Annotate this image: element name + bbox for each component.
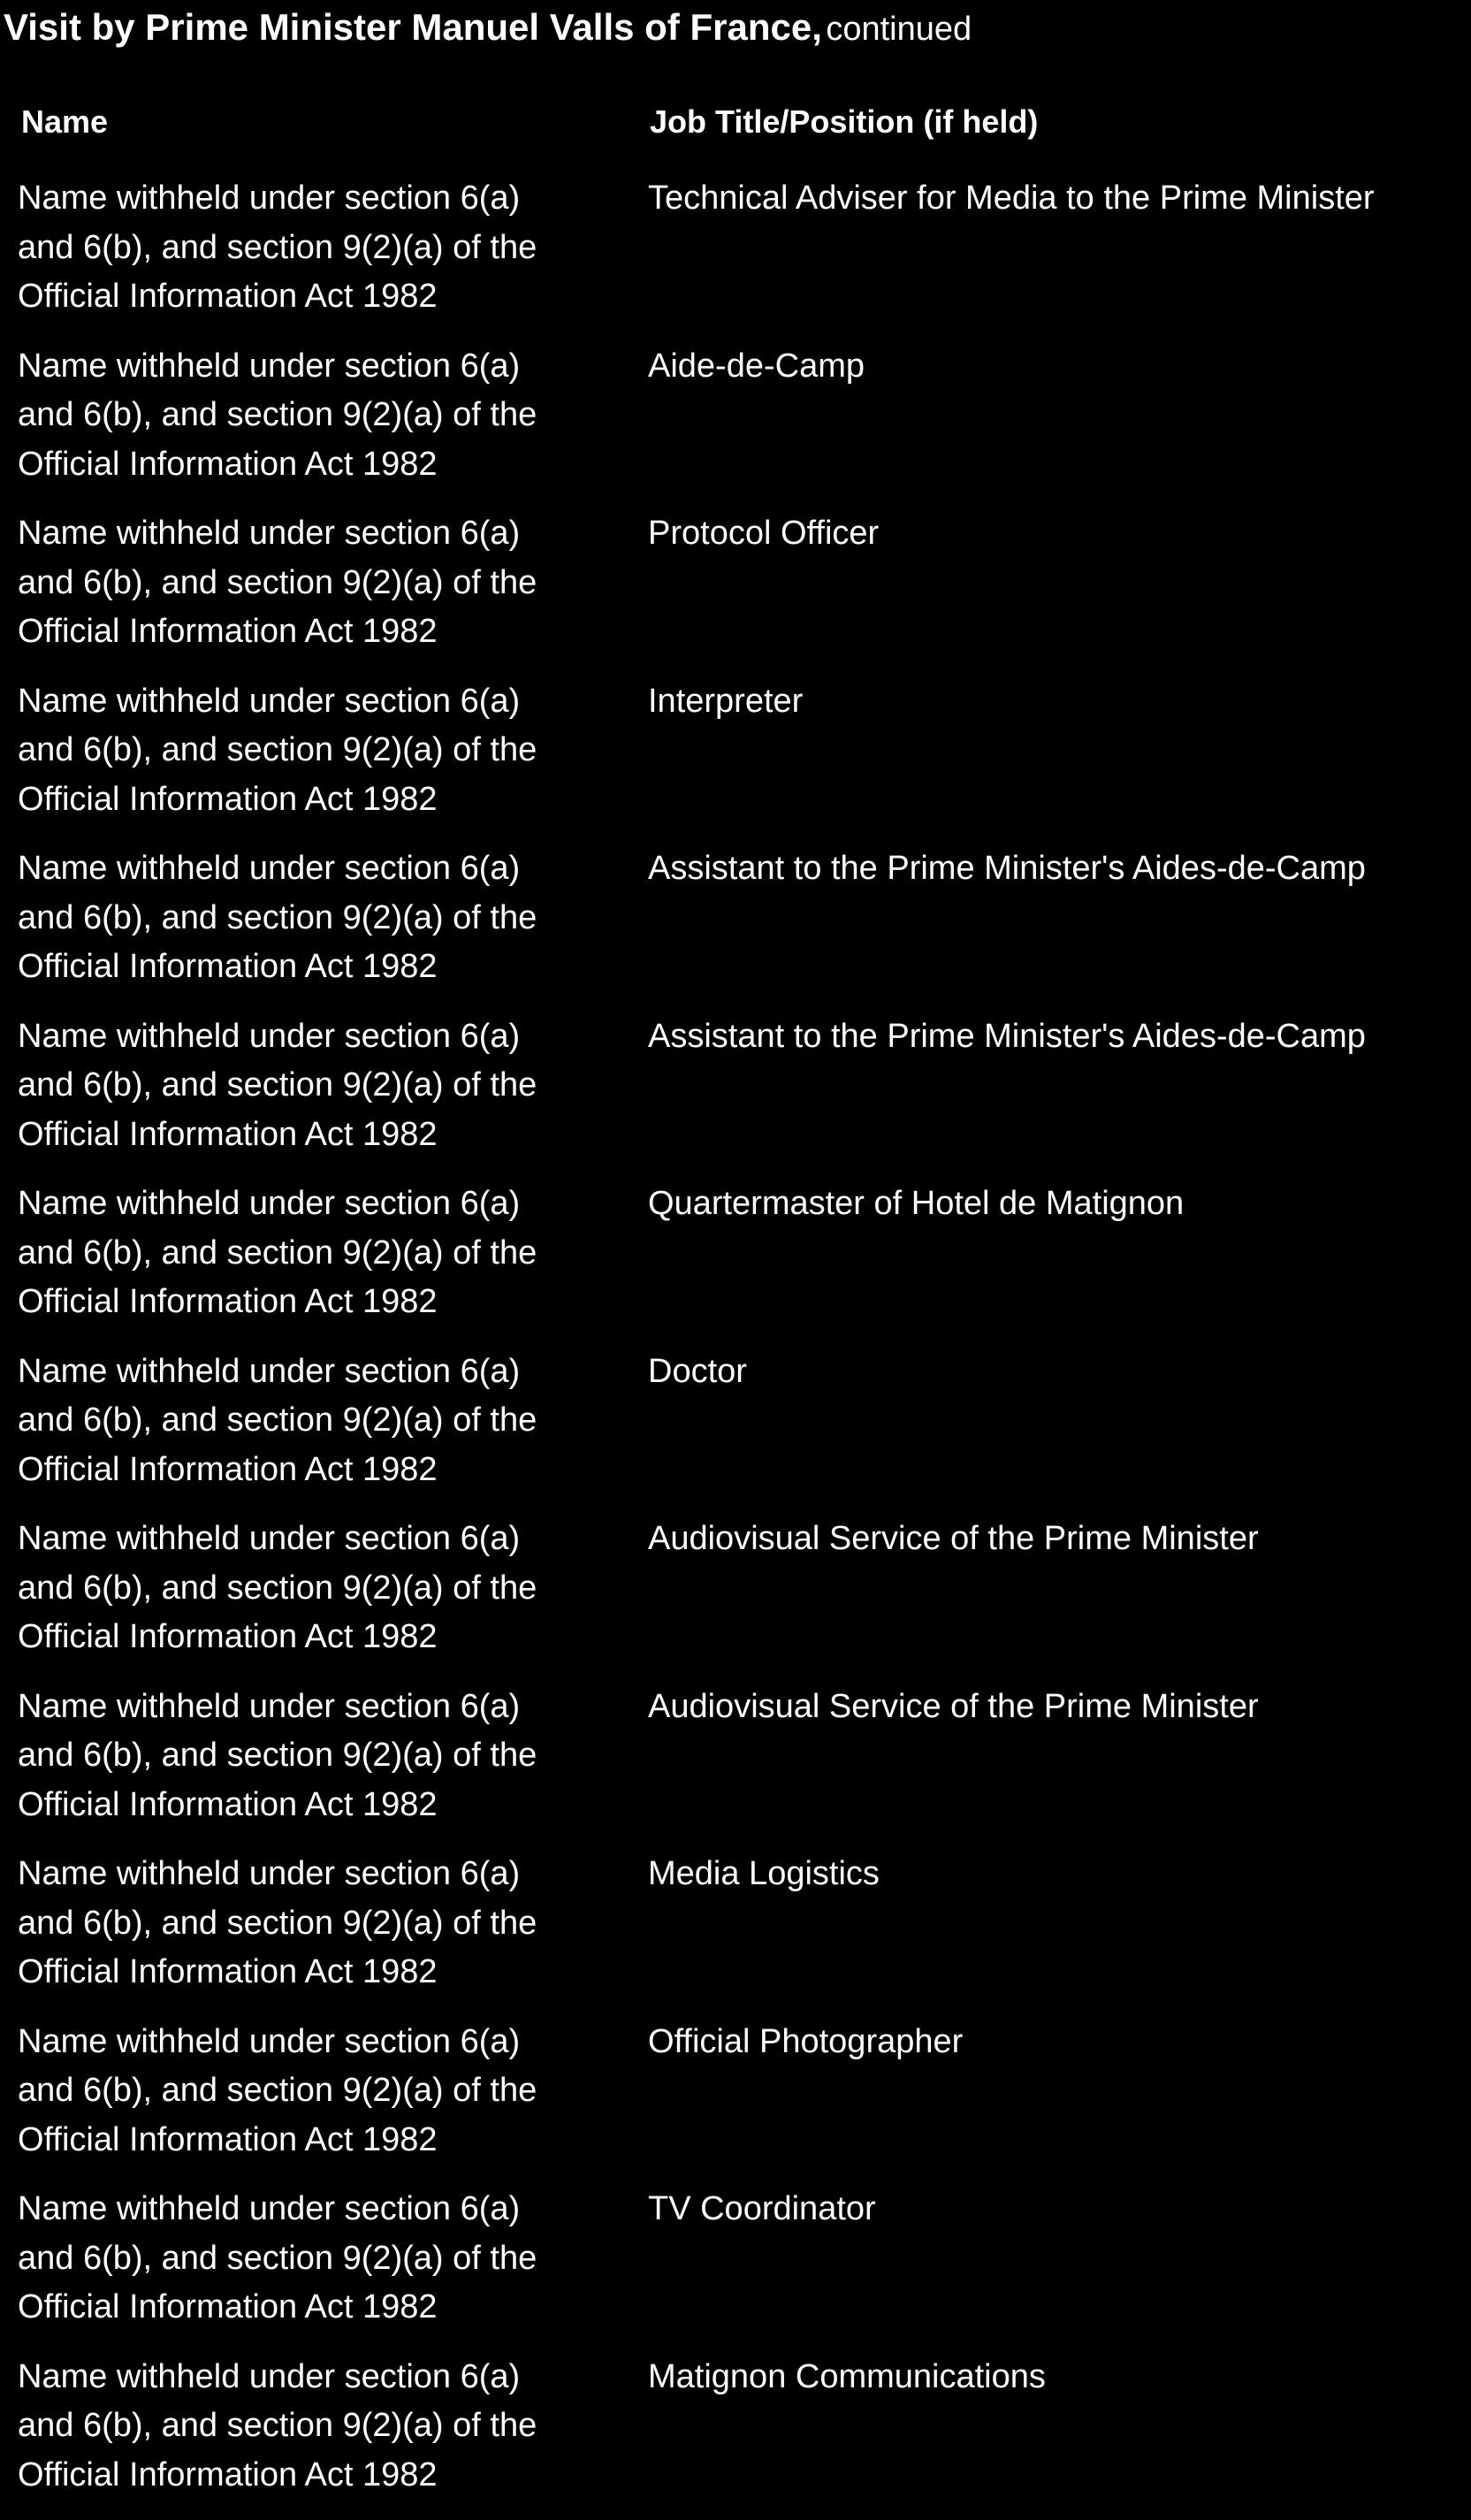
table-row (0, 1180, 1471, 1348)
job-title-cell: Quartermaster of Hotel de Matignon (648, 1180, 1470, 1229)
name-line: Official Information Act 1982 (18, 272, 628, 322)
column-header-job-title: Job Title/Position (if held) (650, 97, 1038, 147)
name-cell (18, 1180, 628, 1327)
name-cell (18, 1683, 628, 1830)
name-line: Official Information Act 1982 (18, 775, 628, 825)
job-title-cell: Protocol Officer (648, 509, 1470, 559)
name-cell (18, 509, 628, 657)
name-line: Official Information Act 1982 (18, 1446, 628, 1495)
name-line: Name withheld under section 6(a) (18, 1683, 628, 1732)
name-line: Official Information Act 1982 (18, 943, 628, 992)
name-line: Official Information Act 1982 (18, 1613, 628, 1662)
page-title (4, 2, 972, 62)
name-line: Name withheld under section 6(a) (18, 1515, 628, 1564)
name-line: Official Information Act 1982 (18, 2283, 628, 2333)
name-cell (18, 1348, 628, 1495)
table-row (0, 509, 1471, 677)
name-line: Official Information Act 1982 (18, 1948, 628, 1997)
name-line: and 6(b), and section 9(2)(a) of the (18, 1229, 628, 1279)
name-line: Name withheld under section 6(a) (18, 1850, 628, 1899)
job-title-cell: Assistant to the Prime Minister's Aides-de-Camp (648, 844, 1470, 894)
name-line: Name withheld under section 6(a) (18, 2353, 628, 2402)
name-line: and 6(b), and section 9(2)(a) of the (18, 2234, 628, 2284)
name-line: Official Information Act 1982 (18, 1781, 628, 1830)
column-header-name: Name (21, 97, 108, 147)
name-line: Name withheld under section 6(a) (18, 1348, 628, 1397)
name-cell (18, 342, 628, 490)
name-cell (18, 844, 628, 992)
name-line: Official Information Act 1982 (18, 1111, 628, 1160)
table-row (0, 1012, 1471, 1180)
name-cell (18, 2185, 628, 2333)
name-line: Name withheld under section 6(a) (18, 509, 628, 559)
table-row (0, 342, 1471, 510)
name-line: Name withheld under section 6(a) (18, 1012, 628, 1062)
name-line: Official Information Act 1982 (18, 440, 628, 490)
name-line: Name withheld under section 6(a) (18, 1180, 628, 1229)
name-line: Name withheld under section 6(a) (18, 2018, 628, 2067)
name-line: and 6(b), and section 9(2)(a) of the (18, 391, 628, 440)
name-line: and 6(b), and section 9(2)(a) of the (18, 2402, 628, 2451)
name-cell (18, 1515, 628, 1662)
table-row (0, 174, 1471, 342)
name-cell (18, 2353, 628, 2501)
job-title-cell: Audiovisual Service of the Prime Minister (648, 1515, 1470, 1564)
job-title-cell: TV Coordinator (648, 2185, 1470, 2234)
name-line: Name withheld under section 6(a) (18, 342, 628, 392)
job-title-cell: Technical Adviser for Media to the Prime Minister (648, 174, 1470, 224)
name-cell (18, 677, 628, 825)
name-line: Name withheld under section 6(a) (18, 2185, 628, 2234)
name-line: and 6(b), and section 9(2)(a) of the (18, 1061, 628, 1111)
name-line: and 6(b), and section 9(2)(a) of the (18, 894, 628, 943)
table-row (0, 677, 1471, 845)
table-row (0, 2353, 1471, 2520)
job-title-cell: Assistant to the Prime Minister's Aides-de-Camp (648, 1012, 1470, 1062)
name-line: Name withheld under section 6(a) (18, 844, 628, 894)
name-line: Name withheld under section 6(a) (18, 174, 628, 224)
name-line: and 6(b), and section 9(2)(a) of the (18, 1731, 628, 1781)
table-row (0, 2185, 1471, 2353)
job-title-cell: Official Photographer (648, 2018, 1470, 2067)
name-line: Official Information Act 1982 (18, 2116, 628, 2165)
name-line: and 6(b), and section 9(2)(a) of the (18, 1564, 628, 1614)
title-continued: continued (826, 11, 972, 48)
name-line: and 6(b), and section 9(2)(a) of the (18, 726, 628, 775)
name-line: and 6(b), and section 9(2)(a) of the (18, 1899, 628, 1949)
name-cell (18, 1012, 628, 1160)
name-line: Official Information Act 1982 (18, 2451, 628, 2501)
name-line: Name withheld under section 6(a) (18, 677, 628, 727)
name-line: Official Information Act 1982 (18, 1278, 628, 1327)
name-cell (18, 1850, 628, 1997)
job-title-cell: Audiovisual Service of the Prime Minister (648, 1683, 1470, 1732)
table-row (0, 1515, 1471, 1683)
name-line: and 6(b), and section 9(2)(a) of the (18, 1396, 628, 1446)
table-row (0, 2018, 1471, 2186)
title-main: Visit by Prime Minister Manuel Valls of France, (4, 6, 822, 48)
name-line: Official Information Act 1982 (18, 607, 628, 657)
job-title-cell: Aide-de-Camp (648, 342, 1470, 392)
name-cell (18, 2018, 628, 2165)
name-line: and 6(b), and section 9(2)(a) of the (18, 2066, 628, 2116)
job-title-cell: Matignon Communications (648, 2353, 1470, 2402)
table-row (0, 1850, 1471, 2018)
delegation-list (0, 174, 1471, 2520)
name-line: and 6(b), and section 9(2)(a) of the (18, 559, 628, 608)
table-row (0, 844, 1471, 1012)
table-row (0, 1683, 1471, 1851)
job-title-cell: Doctor (648, 1348, 1470, 1397)
job-title-cell: Media Logistics (648, 1850, 1470, 1899)
name-cell (18, 174, 628, 322)
job-title-cell: Interpreter (648, 677, 1470, 727)
name-line: and 6(b), and section 9(2)(a) of the (18, 224, 628, 273)
table-row (0, 1348, 1471, 1516)
